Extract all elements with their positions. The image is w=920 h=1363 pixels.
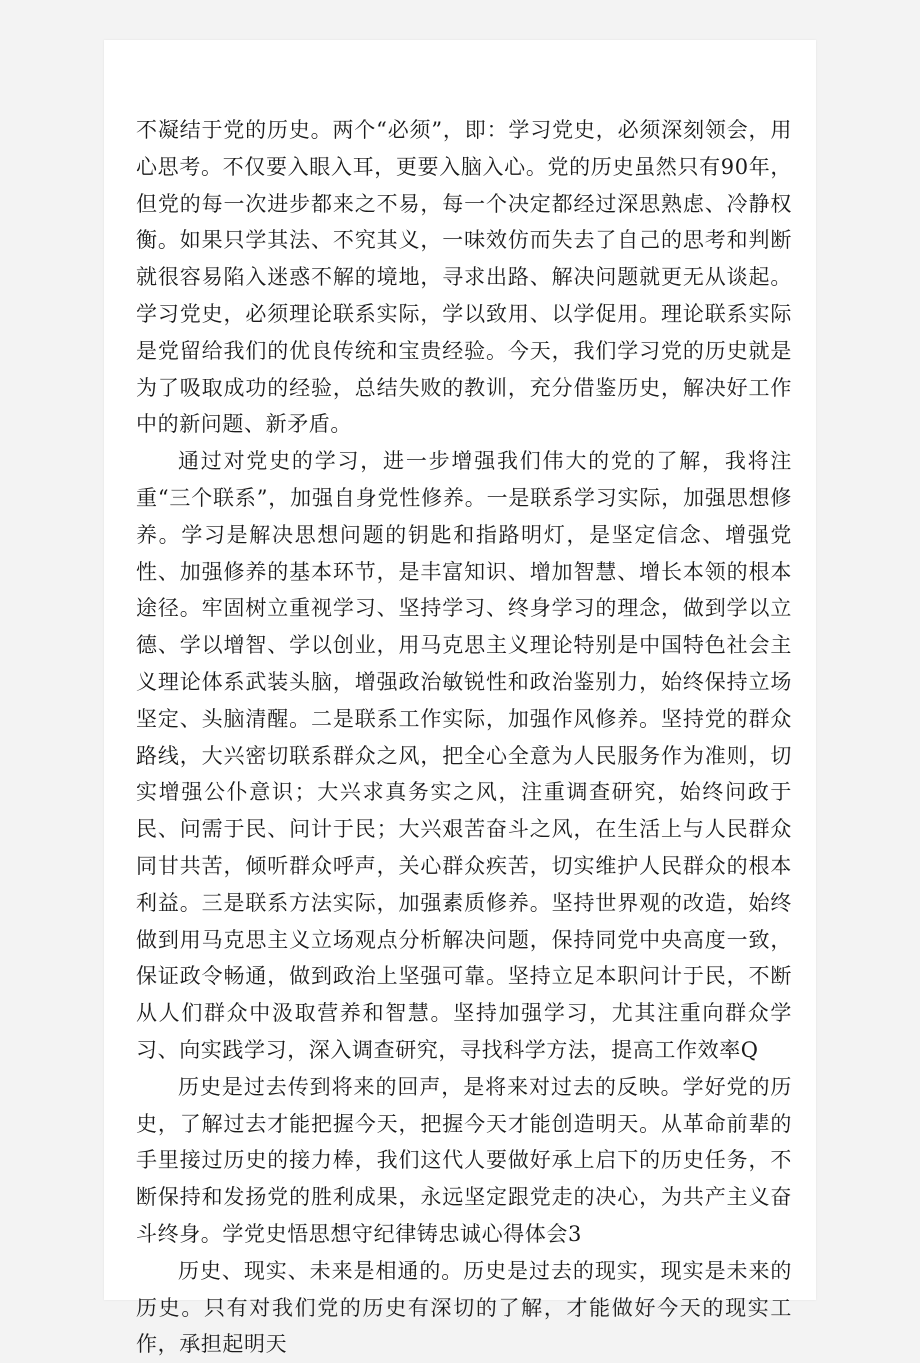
paragraph-4: 历史、现实、未来是相通的。历史是过去的现实，现实是未来的历史。只有对我们党的历史有深切的了解，才能做好今天的现实工作，承担起明天 (136, 1258, 792, 1357)
document-body (136, 112, 792, 1363)
paragraph-2: 通过对党史的学习，进一步增强我们伟大的党的了解，我将注重“三个联系”，加强自身党性修养。一是联系学习实际，加强思想修养。学习是解决思想问题的钥匙和指路明灯，是坚定信念、增强党性、加强修养的基本环节，是丰富知识、增加智慧、增长本领的根本途径。牢固树立重视学习、坚持学习、终身学习的理念，做到学以立德、学以增智、学以创业，用马克思主义理论特别是中国特色社会主义理论体系武装头脑，增强政治敏锐性和政治鉴别力，始终保持立场坚定、头脑清醒。二是联系工作实际，加强作风修养。坚持党的群众路线，大兴密切联系群众之风，把全心全意为人民服务作为准则，切实增强公仆意识；大兴求真务实之风，注重调查研究，始终问政于民、问需于民、问计于民；大兴艰苦奋斗之风，在生活上与人民群众同甘共苦，倾听群众呼声，关心群众疾苦，切实维护人民群众的根本利益。三是联系方法实际，加强素质修养。坚持世界观的改造，始终做到用马克思主义立场观点分析解决问题，保持同党中央高度一致，保证政令畅通，做到政治上坚强可靠。坚持立足本职问计于民，不断从人们群众中汲取营养和智慧。坚持加强学习，尤其注重向群众学习、向实践学习，深入调查研究，寻找科学方法，提高工作效率Q (136, 449, 792, 1062)
document-page (104, 40, 816, 1357)
paragraph-1: 不凝结于党的历史。两个“必须”，即：学习党史，必须深刻领会，用心思考。不仅要入眼入耳，更要入脑入心。党的历史虽然只有90年，但党的每一次进步都来之不易，每一个决定都经过深思熟虑、冷静权衡。如果只学其法、不究其义，一味效仿而失去了自己的思考和判断就很容易陷入迷惑不解的境地，寻求出路、解决问题就更无从谈起。学习党史，必须理论联系实际，学以致用、以学促用。理论联系实际是党留给我们的优良传统和宝贵经验。今天，我们学习党的历史就是为了吸取成功的经验，总结失败的教训，充分借鉴历史，解决好工作中的新问题、新矛盾。 (136, 118, 792, 437)
paragraph-3: 历史是过去传到将来的回声，是将来对过去的反映。学好党的历史，了解过去才能把握今天，把握今天才能创造明天。从革命前辈的手里接过历史的接力棒，我们这代人要做好承上启下的历史任务，不断保持和发扬党的胜利成果，永远坚定跟党走的决心，为共产主义奋斗终身。学党史悟思想守纪律铸忠诚心得体会3 (136, 1074, 792, 1246)
